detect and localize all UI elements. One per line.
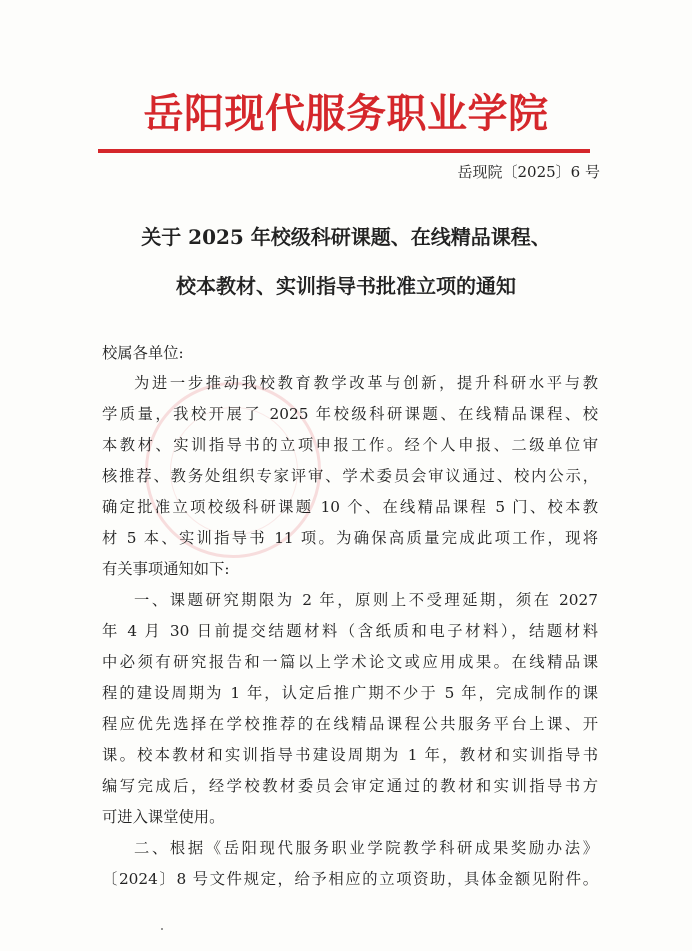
body-line: 程的建设周期为 1 年，认定后推广期不少于 5 年，完成制作的课 xyxy=(102,684,598,702)
body-line: 学质量，我校开展了 2025 年校级科研课题、在线精品课程、校 xyxy=(102,405,598,423)
body-line: 年 4 月 30 日前提交结题材料（含纸质和电子材料），结题材料 xyxy=(102,622,598,640)
masthead-red-rule xyxy=(98,149,590,153)
document-number: 岳现院〔2025〕6 号 xyxy=(457,163,600,181)
salutation: 校属各单位: xyxy=(102,344,184,362)
body-line: 一、课题研究期限为 2 年，原则上不受理延期，须在 2027 xyxy=(134,591,598,609)
institution-masthead: 岳阳现代服务职业学院 xyxy=(143,90,549,137)
body-line: 确定批准立项校级科研课题 10 个、在线精品课程 5 门、校本教 xyxy=(102,498,598,516)
body-line: 为进一步推动我校教育教学改革与创新，提升科研水平与教 xyxy=(134,374,598,392)
body-line: 可进入课堂使用。 xyxy=(102,808,225,826)
body-line: 〔2024〕8 号文件规定，给予相应的立项资助，具体金额见附件。 xyxy=(102,870,598,888)
body-line: 核推荐、教务处组织专家评审、学术委员会审议通过、校内公示， xyxy=(102,467,598,485)
document-title-line-2: 校本教材、实训指导书批准立项的通知 xyxy=(176,274,516,298)
body-line: 材 5 本、实训指导书 11 项。为确保高质量完成此项工作，现将 xyxy=(102,529,598,547)
body-line: 本教材、实训指导书的立项申报工作。经个人申报、二级单位审 xyxy=(102,436,598,454)
document-title-line-1: 关于 2025 年校级科研课题、在线精品课程、 xyxy=(141,225,551,249)
body-line: 有关事项通知如下: xyxy=(102,560,230,578)
body-line: 课。校本教材和实训指导书建设周期为 1 年，教材和实训指导书 xyxy=(102,746,598,764)
body-line: 二、根据《岳阳现代服务职业学院教学科研成果奖励办法》 xyxy=(134,839,598,857)
body-line: 中必须有研究报告和一篇以上学术论文或应用成果。在线精品课 xyxy=(102,653,598,671)
body-line: 编写完成后，经学校教材委员会审定通过的教材和实训指导书方 xyxy=(102,777,598,795)
body-line: 程应优先选择在学校推荐的在线精品课程公共服务平台上课、开 xyxy=(102,715,598,733)
scan-speck xyxy=(161,928,163,930)
